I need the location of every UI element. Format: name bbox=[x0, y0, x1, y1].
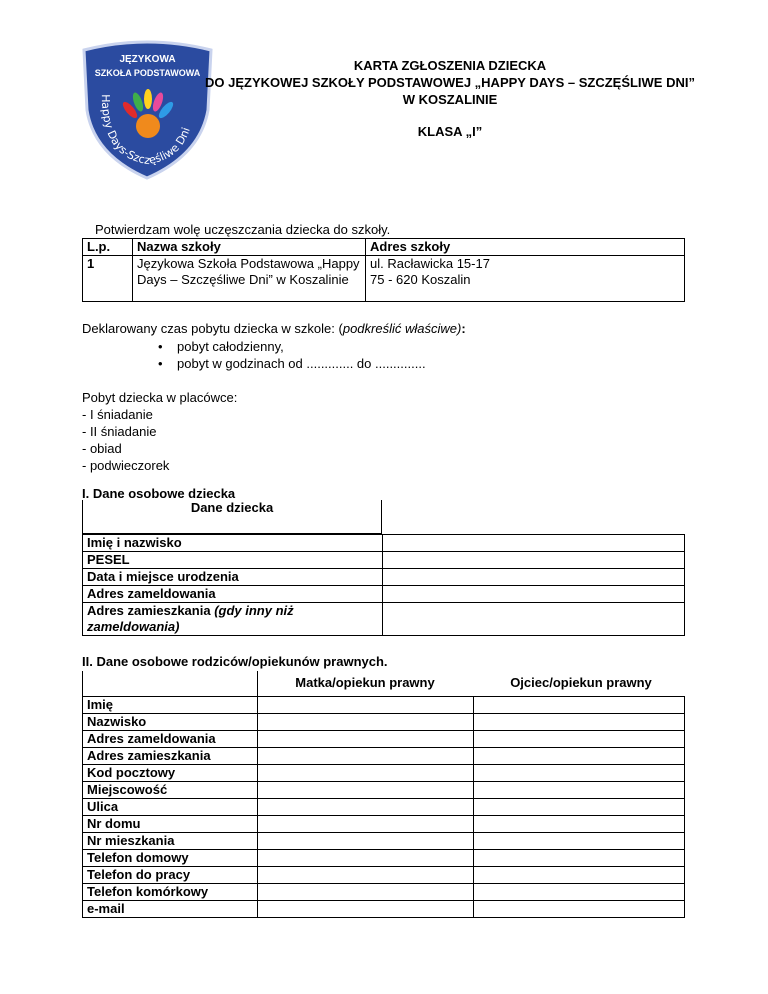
time-label: Deklarowany czas pobytu dziecka w szkole: (podkreślić właściwe): bbox=[82, 321, 466, 336]
field-label: Ulica bbox=[83, 798, 258, 815]
class-label: KLASA „I” bbox=[417, 124, 483, 139]
child-section-title: I. Dane osobowe dziecka bbox=[82, 486, 236, 501]
logo-top-text-2: SZKOŁA PODSTAWOWA bbox=[94, 68, 201, 78]
field-label: Adres zamieszkania (gdy inny niż zameldowania) bbox=[83, 603, 383, 636]
father-value[interactable] bbox=[473, 713, 685, 730]
father-value[interactable] bbox=[473, 815, 685, 832]
time-options bbox=[158, 338, 426, 372]
title-line-1: KARTA ZGŁOSZENIA DZIECKA bbox=[353, 58, 547, 73]
page-title bbox=[200, 57, 700, 108]
field-label: Nr mieszkania bbox=[83, 832, 258, 849]
school-name-cell: Językowa Szkoła Podstawowa „Happy Days – Szczęśliwe Dni” w Koszalinie bbox=[133, 256, 366, 302]
mother-value[interactable] bbox=[258, 900, 474, 917]
child-pesel-value[interactable] bbox=[383, 552, 685, 569]
time-option[interactable]: • pobyt w godzinach od ............. do .............. bbox=[158, 356, 426, 371]
col-mother-header: Matka/opiekun prawny bbox=[295, 675, 435, 690]
father-value[interactable] bbox=[473, 764, 685, 781]
mother-value[interactable] bbox=[258, 730, 474, 747]
mother-value[interactable] bbox=[258, 798, 474, 815]
father-value[interactable] bbox=[473, 832, 685, 849]
child-home-address-value[interactable] bbox=[383, 603, 685, 636]
field-label: Telefon domowy bbox=[83, 849, 258, 866]
meals-section bbox=[82, 389, 237, 474]
father-value[interactable] bbox=[473, 781, 685, 798]
field-label: Adres zameldowania bbox=[83, 586, 383, 603]
meal-item: - obiad bbox=[82, 441, 122, 456]
father-value[interactable] bbox=[473, 900, 685, 917]
child-header: Dane dziecka bbox=[82, 500, 382, 534]
header-school-address: Adres szkoły bbox=[366, 239, 685, 256]
confirm-intro: Potwierdzam wolę uczęszczania dziecka do szkoły. bbox=[95, 222, 391, 237]
field-label: e-mail bbox=[83, 900, 258, 917]
field-label: Imię i nazwisko bbox=[83, 535, 383, 552]
parents-table bbox=[82, 671, 685, 918]
meal-item: - I śniadanie bbox=[82, 407, 153, 422]
child-birth-value[interactable] bbox=[383, 569, 685, 586]
father-value[interactable] bbox=[473, 883, 685, 900]
mother-value[interactable] bbox=[258, 747, 474, 764]
meal-item: - podwieczorek bbox=[82, 458, 170, 473]
header-school-name: Nazwa szkoły bbox=[133, 239, 366, 256]
header-lp: L.p. bbox=[83, 239, 133, 256]
mother-value[interactable] bbox=[258, 883, 474, 900]
mother-value[interactable] bbox=[258, 781, 474, 798]
child-table bbox=[82, 534, 685, 636]
logo-top-text-1: JĘZYKOWA bbox=[119, 54, 176, 65]
school-table bbox=[82, 238, 685, 302]
field-label: Imię bbox=[83, 696, 258, 713]
father-value[interactable] bbox=[473, 747, 685, 764]
field-label: PESEL bbox=[83, 552, 383, 569]
field-label: Adres zamieszkania bbox=[83, 747, 258, 764]
child-registered-address-value[interactable] bbox=[383, 586, 685, 603]
father-value[interactable] bbox=[473, 730, 685, 747]
father-value[interactable] bbox=[473, 798, 685, 815]
field-label: Adres zameldowania bbox=[83, 730, 258, 747]
mother-value[interactable] bbox=[258, 764, 474, 781]
field-label: Miejscowość bbox=[83, 781, 258, 798]
school-address-cell: ul. Racławicka 15-17 75 - 620 Koszalin bbox=[366, 256, 685, 302]
mother-value[interactable] bbox=[258, 815, 474, 832]
parents-section-title: II. Dane osobowe rodziców/opiekunów prawnych. bbox=[82, 654, 388, 669]
title-line-3: W KOSZALINIE bbox=[402, 92, 498, 107]
school-logo bbox=[80, 40, 215, 180]
mother-value[interactable] bbox=[258, 849, 474, 866]
meals-label: Pobyt dziecka w placówce: bbox=[82, 390, 238, 405]
field-label: Kod pocztowy bbox=[83, 764, 258, 781]
father-value[interactable] bbox=[473, 849, 685, 866]
meal-item: - II śniadanie bbox=[82, 424, 157, 439]
field-label: Telefon do pracy bbox=[83, 866, 258, 883]
mother-value[interactable] bbox=[258, 696, 474, 713]
field-label: Nr domu bbox=[83, 815, 258, 832]
father-value[interactable] bbox=[473, 696, 685, 713]
father-value[interactable] bbox=[473, 866, 685, 883]
child-name-value[interactable] bbox=[383, 535, 685, 552]
row-lp: 1 bbox=[83, 256, 133, 302]
mother-value[interactable] bbox=[258, 866, 474, 883]
logo-arc-text: Happy Days-Szczęśliwe Dni bbox=[98, 94, 193, 168]
field-label: Data i miejsce urodzenia bbox=[83, 569, 383, 586]
title-line-2: DO JĘZYKOWEJ SZKOŁY PODSTAWOWEJ „HAPPY DAYS – SZCZĘŚLIWE DNI” bbox=[205, 75, 695, 90]
field-label: Telefon komórkowy bbox=[83, 883, 258, 900]
mother-value[interactable] bbox=[258, 832, 474, 849]
col-father-header: Ojciec/opiekun prawny bbox=[510, 675, 652, 690]
mother-value[interactable] bbox=[258, 713, 474, 730]
field-label: Nazwisko bbox=[83, 713, 258, 730]
time-option[interactable]: • pobyt całodzienny, bbox=[158, 339, 284, 354]
